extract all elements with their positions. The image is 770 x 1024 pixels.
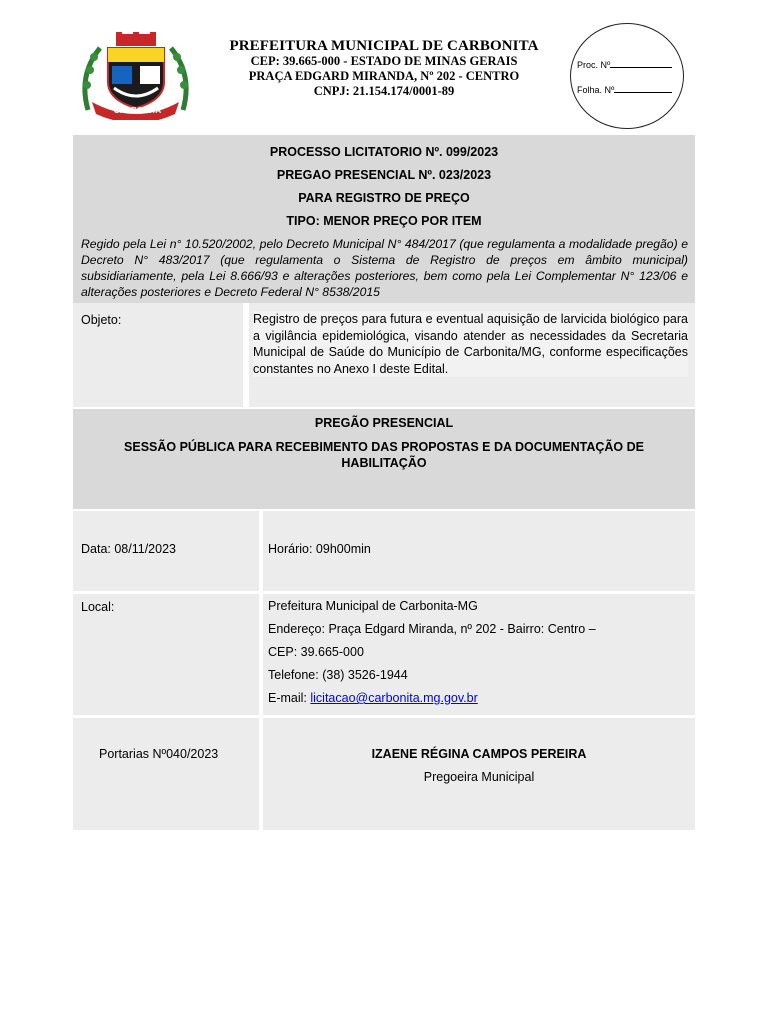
email-label: E-mail: [268,691,311,705]
logo-ribbon-text [100,103,175,117]
local-label-cell [73,594,259,715]
session-title: PREGÃO PRESENCIAL [314,416,454,430]
email-link[interactable]: licitacao@carbonita.mg.gov.br [310,691,478,705]
objeto-row [73,303,695,407]
objeto-label: Objeto: [81,313,122,327]
column-divider [243,303,249,407]
objeto-text: Registro de preços para futura e eventual aquisição de larvicida biológico para a vigilância epidemiológica, visando atender as necessidades da Secretaria Municipal de Saúde do Município de Carbonita/MG, conforme especificações constantes no Anexo I deste Edital. [253,312,688,376]
org-name: PREFEITURA MUNICIPAL DE CARBONITA [229,38,539,54]
pregao-number: PREGAO PRESENCIAL Nº. 023/2023 [276,168,492,182]
legal-basis-text: Regido pela Lei n° 10.520/2002, pelo Decreto Municipal N° 484/2017 (que regulamenta a modalidade pregão) e Decreto N° 483/2017 (que regulamenta o Sistema de Registro de preços em âmbito municipal) subsidiariamente, pela Lei 8.666/93 e alterações posteriores, bem como pela Lei Complementar N° 123/06 e alterações posteriores e Decreto Federal N° 8538/2015 [81,237,688,299]
signature-cell [263,718,695,830]
letterhead [0,0,770,135]
stamp-folha-line [577,84,672,95]
registro-preco: PARA REGISTRO DE PREÇO [298,191,470,205]
local-line-phone: Telefone: (38) 3526-1944 [268,668,408,682]
pregoeira-role: Pregoeira Municipal [423,770,535,784]
local-line-cep: CEP: 39.665-000 [268,645,364,659]
org-cep-state: CEP: 39.665-000 - ESTADO DE MINAS GERAIS [250,54,518,68]
svg-text:CARBONITA: CARBONITA [113,106,162,115]
time-cell [263,511,695,591]
local-details-cell [263,594,695,715]
portaria-cell [73,718,259,830]
local-details [268,595,596,710]
session-date: Data: 08/11/2023 [81,542,176,556]
local-line-venue: Prefeitura Municipal de Carbonita-MG [268,599,478,613]
local-line-address: Endereço: Praça Edgard Miranda, nº 202 - Bairro: Centro – [268,622,596,636]
org-address: PRAÇA EDGARD MIRANDA, Nº 202 - CENTRO [248,69,520,83]
letterhead-text [198,38,570,99]
stamp-proc-line [577,59,672,70]
session-subtitle: SESSÃO PÚBLICA PARA RECEBIMENTO DAS PROPOSTAS E DA DOCUMENTAÇÃO DE HABILITAÇÃO [124,440,644,470]
portaria-number: Portarias Nº040/2023 [99,747,219,761]
pregoeira-name: IZAENE RÉGINA CAMPOS PEREIRA [371,747,587,761]
date-cell [73,511,259,591]
stamp-proc-label: Proc. Nº [577,60,611,70]
session-box [73,409,695,509]
stamp-folha-label: Folha. Nº [577,85,615,95]
org-cnpj: CNPJ: 21.154.174/0001-89 [313,84,455,98]
local-line-email [268,687,596,710]
tipo-criterio: TIPO: MENOR PREÇO POR ITEM [286,214,482,228]
process-number: PROCESSO LICITATORIO Nº. 099/2023 [269,145,499,159]
session-time: Horário: 09h00min [268,542,371,556]
process-title-box [73,135,695,303]
protocol-stamp [570,23,684,129]
local-label: Local: [81,600,115,614]
